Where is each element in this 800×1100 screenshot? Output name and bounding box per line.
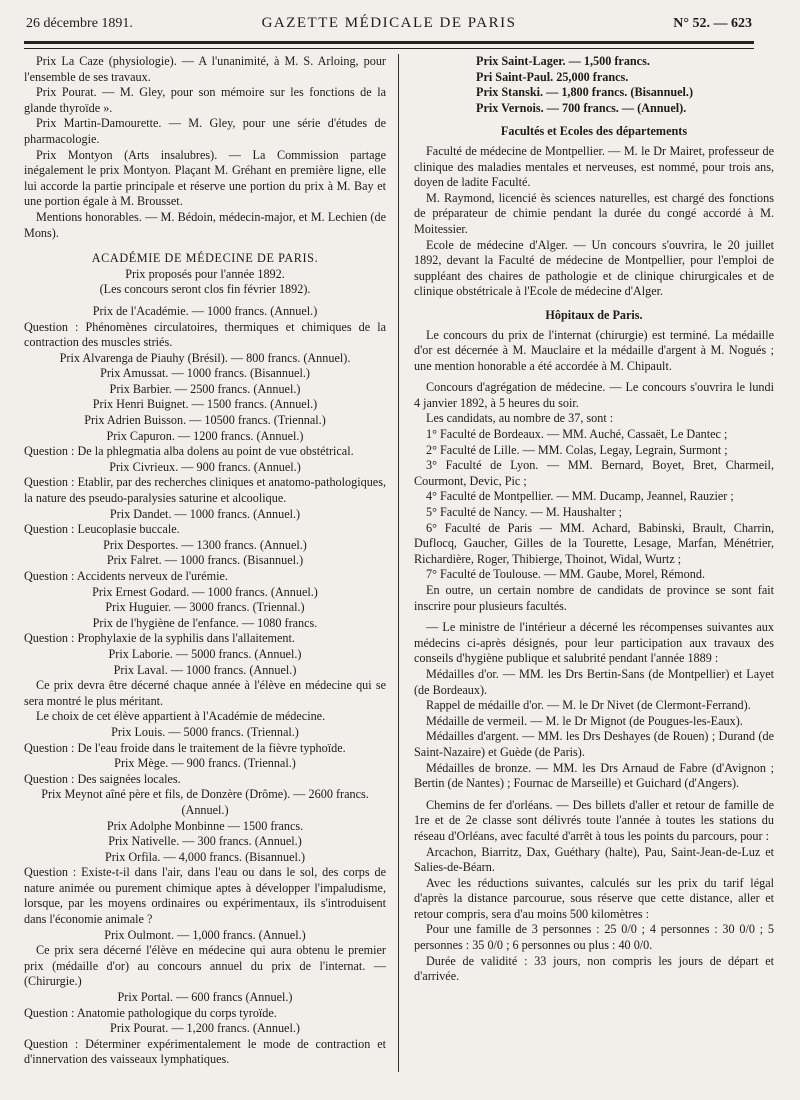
prize-entry: Prix Orfila. — 4,000 francs. (Bisannuel.) <box>104 849 306 864</box>
page-header <box>26 12 752 40</box>
paragraph: En outre, un certain nombre de candidats de province se sont fait inscrire pour plusieurs facultés. <box>414 583 774 613</box>
question: Question : Phénomènes circulatoires, thermiques et chimiques de la contraction des muscles striés. <box>24 319 386 350</box>
paragraph: Rappel de médaille d'or. — M. le Dr Nivet (de Clermont-Ferrand). <box>426 698 751 713</box>
prize-entry: Prix Adolphe Monbinne — 1500 francs. <box>106 818 304 833</box>
prize-entry: Prix Dandet. — 1000 francs. (Annuel.) <box>109 506 301 521</box>
paragraph: Prix La Caze (physiologie). — A l'unanimité, à M. S. Arloing, pour l'ensemble de ses travaux. <box>24 54 386 84</box>
prize-entry: Prix de l'Académie. — 1000 francs. (Annuel.) <box>92 303 318 318</box>
paragraph: Pour une famille de 3 personnes : 25 0/0 ; 4 personnes : 30 0/0 ; 5 personnes : 35 0/0 ; 6 personnes ou plus : 40 0/0. <box>414 922 774 953</box>
question: Question : Des saignées locales. <box>24 771 181 786</box>
section-subheading: Prix proposés pour l'année 1892. <box>125 266 285 281</box>
prize-entry: Prix Louis. — 5000 francs. (Triennal.) <box>111 724 299 739</box>
prize-entry: Prix Falret. — 1000 francs. (Bisannuel.) <box>106 553 304 568</box>
paragraph: Médailles d'argent. — MM. les Drs Deshayes (de Rouen) ; Durand (de Saint-Nazaire) et Guède (de Paris). <box>414 729 774 759</box>
list-item: 5° Faculté de Nancy. — M. Haushalter ; <box>426 505 622 520</box>
paragraph: Ce prix sera décerné l'élève en médecine qui aura obtenu le premier prix (médaille d'or) au concours annuel du prix de l'internat. — (Chirurgie.) <box>24 943 386 989</box>
prize-entry: Prix Capuron. — 1200 francs. (Annuel.) <box>106 428 304 443</box>
prize-entry: Prix Huguier. — 3000 francs. (Triennal.) <box>105 600 305 615</box>
header-rule-thick <box>24 41 754 44</box>
question: Question : Leucoplasie buccale. <box>24 522 180 537</box>
paragraph: Faculté de médecine de Montpellier. — M. le Dr Mairet, professeur de clinique des maladies mentales et nerveuses, est nommé, pour trois ans, doyen de ladite Faculté. <box>414 143 774 190</box>
header-rule-thin <box>24 48 754 49</box>
paragraph: Prix Martin-Damourette. — M. Gley, pour une série d'études de pharmacologie. <box>24 116 386 146</box>
paragraph: Médaille de vermeil. — M. le Dr Mignot (de Pougues-les-Eaux). <box>426 713 743 728</box>
paragraph: Mentions honorables. — M. Bédoin, médecin-major, et M. Lechien (de Mons). <box>24 209 386 240</box>
prize-entry: Prix Desportes. — 1300 francs. (Annuel.) <box>103 537 307 552</box>
prize-entry: Pri Saint-Paul. 25,000 francs. <box>476 69 629 84</box>
prize-entry: Prix Portal. — 600 francs (Annuel.) <box>117 990 293 1005</box>
paragraph: Les candidats, au nombre de 37, sont : <box>426 411 614 426</box>
list-item: 1° Faculté de Bordeaux. — MM. Auché, Cassaët, Le Dantec ; <box>426 427 728 442</box>
question: Question : Déterminer expérimentalement le mode de contraction et d'innervation des vaisseaux lymphatiques. <box>24 1036 386 1067</box>
section-heading: Hôpitaux de Paris. <box>545 307 643 322</box>
paragraph: Médailles de bronze. — MM. les Drs Arnaud de Fabre (d'Avignon ; Bertin (de Nantes) ; Fournac de Marseille) et Guichard (d'Angers). <box>414 760 774 791</box>
paragraph: Concours d'agrégation de médecine. — Le concours s'ouvrira le lundi 4 janvier 1892, à 5 heures du soir. <box>414 380 774 410</box>
list-item: 3° Faculté de Lyon. — MM. Bernard, Boyet, Bret, Charmeil, Courmont, Devic, Pic ; <box>414 458 774 488</box>
question: Question : De l'eau froide dans le traitement de la fièvre typhoïde. <box>24 740 346 755</box>
paragraph: Arcachon, Biarritz, Dax, Guéthary (halte), Pau, Saint-Jean-de-Luz et Salies-de-Béarn. <box>414 844 774 875</box>
left-column <box>24 54 386 1068</box>
paragraph: Le concours du prix de l'internat (chirurgie) est terminé. La médaille d'or est décernée à M. Mauclaire et la médaille d'argent à M. Nogués ; une mention honorable a été accordée à M. Chipault. <box>414 327 774 373</box>
paragraph: M. Raymond, licencié ès sciences naturelles, est chargé des fonctions de préparateur de chimie pendant la durée du congé accordé à M. Moitessier. <box>414 190 774 236</box>
prize-entry: Prix Oulmont. — 1,000 francs. (Annuel.) <box>104 927 306 942</box>
prize-entry: Prix Adrien Buisson. — 10500 francs. (Triennal.) <box>84 413 326 428</box>
paragraph: Prix Pourat. — M. Gley, pour son mémoire sur les fonctions de la glande thyroïde ». <box>24 85 386 115</box>
question: Question : De la phlegmatia alba dolens au point de vue obstétrical. <box>24 444 354 459</box>
question: Question : Anatomie pathologique du corps tyroïde. <box>24 1005 277 1020</box>
prize-entry: Prix Vernois. — 700 francs. — (Annuel). <box>476 100 687 115</box>
question: Question : Etablir, par des recherches cliniques et anatomo-pathologiques, la nature des pseudo-paralysies saturine et alcoolique. <box>24 475 386 506</box>
prize-entry: Prix Laborie. — 5000 francs. (Annuel.) <box>108 646 302 661</box>
prize-entry: Prix Mège. — 900 francs. (Triennal.) <box>114 756 296 771</box>
paragraph: — Le ministre de l'intérieur a décerné les récompenses suivantes aux médecins ci-après désignés, pour leur participation aux travaux des conseils d'hygiène publique et salubrité pendant l'année 1889 : <box>414 620 774 666</box>
section-heading: Facultés et Ecoles des départements <box>500 124 688 139</box>
prize-entry: Prix Amussat. — 1000 francs. (Bisannuel.) <box>100 366 310 381</box>
paragraph: Médailles d'or. — MM. les Drs Bertin-Sans (de Montpellier) et Layet (de Bordeaux). <box>414 666 774 697</box>
list-item: 2° Faculté de Lille. — MM. Colas, Legay, Legrain, Surmont ; <box>426 442 728 457</box>
section-heading: ACADÉMIE DE MÉDECINE DE PARIS. <box>91 251 319 266</box>
question: Question : Accidents nerveux de l'urémie. <box>24 569 228 583</box>
right-column <box>414 54 774 985</box>
prize-entry: Prix de l'hygiène de l'enfance. — 1080 francs. <box>92 615 318 630</box>
prize-entry: Prix Stanski. — 1,800 francs. (Bisannuel.) <box>476 85 694 100</box>
list-item: 4° Faculté de Montpellier. — MM. Ducamp, Jeannel, Rauzier ; <box>426 489 734 504</box>
paragraph: Le choix de cet élève appartient à l'Académie de médecine. <box>36 709 326 724</box>
prize-entry: Prix Henri Buignet. — 1500 francs. (Annuel.) <box>92 397 318 412</box>
prize-entry: Prix Alvarenga de Piauhy (Brésil). — 800 francs. (Annuel). <box>59 350 351 365</box>
prize-entry: Prix Pourat. — 1,200 francs. (Annuel.) <box>110 1021 300 1036</box>
paragraph: Chemins de fer d'orléans. — Des billets d'aller et retour de famille de 1re et de 2e classe sont délivrés toute l'année à toutes les stations du réseau d'Orléans, avec faculté d'arrêt à tous les points du parcours, pour : <box>414 797 774 843</box>
prize-entry: Prix Ernest Godard. — 1000 francs. (Annuel.) <box>92 584 318 599</box>
list-item: 7° Faculté de Toulouse. — MM. Gaube, Morel, Rémond. <box>426 567 705 582</box>
paragraph: Prix Montyon (Arts insalubres). — La Commission partage inégalement le prix Montyon. Plaçant M. Gréhant en première ligne, elle lui accorde la partie principale et réserve une portion du prix à M. Bay et une portion égale à M. Brousset. <box>24 147 386 209</box>
paragraph: Ecole de médecine d'Alger. — Un concours s'ouvrira, le 20 juillet 1892, devant la Faculté de médecine de Montpellier, pour l'emploi de suppléant des chaires de pathologie et de clinique chirurgicales et de clinique obstétricale à l'Ecole de médecine d'Alger. <box>414 237 774 299</box>
prize-entry: Prix Nativelle. — 300 francs. (Annuel.) <box>108 834 302 849</box>
issue-page-number: N° 52. — 623 <box>673 16 752 31</box>
prize-entry: Prix Civrieux. — 900 francs. (Annuel.) <box>109 459 301 474</box>
column-divider <box>398 54 399 1072</box>
list-item: 6° Faculté de Paris — MM. Achard, Babinski, Brault, Charrin, Duflocq, Gaucher, Gilles de la Tourette, Lesage, Marfan, Ménétrier, Richardière, Roger, Thibierge, Thoinot, Widal, Wurtz ; <box>414 520 774 566</box>
question: Question : Existe-t-il dans l'air, dans l'eau ou dans le sol, des corps de nature animée ou purement chimique aptes à développer l'impaludisme, lorsque, par les moyens ordinaires ou expérimentaux, ils s'introduisent dans l'économie animale ? <box>24 865 386 927</box>
prize-entry: Prix Meynot aîné père et fils, de Donzère (Drôme). — 2600 francs. (Annuel.) <box>41 787 369 817</box>
paragraph: Durée de validité : 33 jours, non compris les jours de départ et d'arrivée. <box>414 953 774 984</box>
question: Question : Prophylaxie de la syphilis dans l'allaitement. <box>24 631 295 646</box>
paragraph: Ce prix devra être décerné chaque année à l'élève en médecine qui se sera montré le plus méritant. <box>24 678 386 708</box>
prize-entry: Prix Saint-Lager. — 1,500 francs. <box>476 54 650 68</box>
prize-entry: Prix Barbier. — 2500 francs. (Annuel.) <box>109 381 301 396</box>
prize-entry: Prix Laval. — 1000 francs. (Annuel.) <box>113 662 297 677</box>
issue-date: 26 décembre 1891. <box>26 16 133 31</box>
journal-title: GAZETTE MÉDICALE DE PARIS <box>261 15 517 31</box>
section-note: (Les concours seront clos fin février 1892). <box>99 282 311 297</box>
paragraph: Avec les réductions suivantes, calculés sur les prix du tarif légal d'après la distance parcourue, sous réserve que cette distance, aller et retour compris, sera d'au moins 500 kilomètres : <box>414 875 774 921</box>
